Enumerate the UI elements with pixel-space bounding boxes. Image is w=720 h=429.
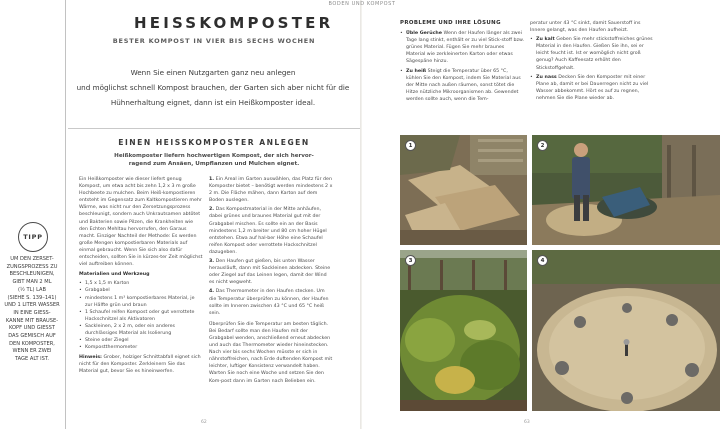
page-subtitle: BESTER KOMPOST IN VIER BIS SECHS WOCHEN (112, 37, 316, 45)
tipp-text (0, 256, 64, 364)
photo-cardboard-laid (400, 135, 527, 245)
problems-list (530, 36, 654, 102)
tipp-line: UM DEN ZERSET- (10, 256, 54, 262)
tipp-line: (½ TL) LAB (17, 286, 47, 293)
problems-column-2 (530, 20, 654, 102)
intro-line: Hühnerhaltung eignet, dann ist ein Heißkomposter ideal. (110, 98, 316, 107)
materials-item: • 1,5 x 1,5 m Karton (79, 280, 203, 287)
materials-item: • 1 Schaufel reifen Kompost oder gut verrottete Hackschnitzel als Aktivatoren (79, 309, 203, 323)
intro-line: Wenn Sie einen Nutzgarten ganz neu anlegen (130, 68, 296, 77)
body-column-2 (209, 176, 333, 387)
photo-cardboard-image (400, 135, 527, 245)
step-number: 2. (209, 207, 215, 213)
right-page (328, 0, 720, 429)
tipp-line: (SIEHE S. 139–141) (7, 294, 57, 301)
body-paragraph: Ein Heißkomposter wie dieser liefert genug Kompost, um etwa acht bis zehn 1,2 x 3 m große Hochbeete zu mulchen. Beim Heiß-kompostieren entsteht im Gegensatz zum Kaltkompostieren mehr Wärme, was nicht nur den Zersetzungsprozess beschleunigt, sondern auch Unkrautsamen abtötet und Bakterien sowie Pilzen, die Krankheiten wie den Echten Mehltau hervorrufen, den Garaus macht. Einziger Nachteil der Methode: Es werden große Mengen kompostierbaren Materials auf einmal gebraucht. Wenn Sie sich also dafür entscheiden, sollten Sie in kürzes-ter Zeit möglichst viel auftreiben können. (79, 177, 203, 268)
materials-item: • Steine oder Ziegel (79, 337, 203, 344)
problem-lead: Zu nass (536, 74, 557, 80)
problem-lead: Üble Gerüche (406, 31, 443, 37)
materials-list (79, 280, 203, 351)
step-text: Ein Areal im Garten auswählen, das Platz für den Komposter bietet – benötigt werden mindestens 2 x 2 m. Die Fläche mähen, dann Karton auf dem Boden auslegen. (209, 177, 333, 204)
tipp-line: KANNE MIT BRAUSE- (5, 317, 59, 324)
step (209, 288, 333, 316)
hint-label: Hinweis: (79, 355, 102, 361)
step (209, 176, 333, 204)
problems-column-1 (400, 20, 524, 103)
tipp-line: BESCHLEUNIGEN, (9, 271, 55, 278)
problem-item (400, 68, 524, 103)
section-divider (68, 128, 360, 129)
problem-item (530, 74, 654, 102)
tipp-line: IN EINE GIESS- (13, 309, 51, 316)
photo-number-badge: 4 (537, 255, 548, 266)
problem-text: Decken Sie den Komposter mit einer Plane ab, damit er bei Dauerregen nicht zu viel Wasser abbekommt. Hört es auf zu regnen, nehmen Sie die Plane wieder ab. (536, 74, 649, 101)
problems-heading: PROBLEME UND IHRE LÖSUNG (400, 20, 501, 26)
tipp-line: ZUNGSPROZESS ZU (6, 263, 58, 270)
step-number: 3. (209, 259, 215, 265)
photo-wheelbarrow-image (532, 135, 720, 245)
tipp-line: DEN KOMPOSTER, (9, 340, 55, 347)
photo-covered-pile (532, 250, 720, 411)
photo-green-material-image (400, 250, 527, 411)
tipp-line: WENN ER ZWEI (12, 348, 52, 355)
body-column-1 (79, 176, 203, 378)
section-subtitle-line: Heißkomposter liefern hochwertigen Kompost, der sich hervor- (114, 153, 314, 159)
step-text: Den Haufen gut gießen, bis unten Wasser herausläuft, dann mit Sackleinen abdecken. Steine oder Ziegel auf das Leinen legen, damit der Wind es nicht wegweht. (209, 259, 331, 286)
section-subtitle-line: ragend zum Ansäen, Umpflanzen und Mulchen eignet. (128, 161, 300, 167)
page-title: HEISSKOMPOSTER (134, 14, 334, 32)
problem-lead: Zu heiß (406, 68, 427, 74)
intro-text (68, 65, 358, 110)
intro-line: und möglichst schnell Kompost brauchen, der Garten sich aber nicht für die (76, 83, 350, 92)
photo-wheelbarrow (532, 135, 720, 245)
tipp-line: TAGE ALT IST. (14, 356, 50, 363)
materials-item: • Grabgabel (79, 287, 203, 294)
photo-number-badge: 2 (537, 140, 548, 151)
hint-paragraph (79, 354, 203, 375)
step (209, 258, 333, 286)
problem-item (530, 36, 654, 71)
problem-lead: Zu kalt (536, 37, 555, 43)
problem-text: Wenn der Haufen länger als zwei Tage lang stinkt, enthält er zu viel Stick-stoff bzw. grünes Material. Fügen Sie mehr braunes Material wie zerkleinerten Karton oder etwas Sägespäne hinzu. (406, 31, 524, 65)
page-number-left: 62 (201, 420, 207, 425)
margin-rule (65, 0, 66, 429)
materials-item: • mindestens 1 m³ kompostierbares Material, je zur Hälfte grün und braun (79, 295, 203, 309)
photo-number-badge: 1 (405, 140, 416, 151)
photo-green-material (400, 250, 527, 411)
tipp-badge: TIPP (18, 222, 48, 252)
photo-covered-pile-image (532, 250, 720, 411)
photo-number-badge: 3 (405, 255, 416, 266)
page-number-right: 63 (524, 420, 530, 425)
hint-text: Grober, holziger Schnittabfall eignet sich nicht für den Komposter. Zerkleinern Sie das Material gut, bevor Sie es hineinwerfen. (79, 355, 201, 375)
problem-text: Geben Sie mehr stickstoffreiches grünes Material in den Haufen. Gießen Sie ihn, sei er leicht feucht ist. Ist er womöglich nicht groß genug? Auch Kaffeesatz erhöht den Stickstoffgehalt. (536, 37, 653, 71)
section-title: EINEN HEISSKOMPOSTER ANLEGEN (118, 138, 310, 147)
section-subtitle (68, 152, 360, 168)
running-head: BODEN UND KOMPOST (328, 1, 396, 7)
step-text: Das Kompostmaterial in der Mitte anhäufen, dabei grünes und braunes Material gut mit der Grabgabel mischen. Es sollte ein an der Basis mindestens 1,2 m breiter und 80 cm hoher Hügel entstehen. Etwa auf hal-ber Höhe eine Schaufel reifen Kompost oder verrottete Hackschnitzel dazugeben. (209, 207, 327, 255)
step-number: 1. (209, 177, 215, 182)
problem-item (400, 30, 524, 65)
tipp-line: DAS GEMISCH AUF (8, 333, 56, 340)
materials-item: • Kompostthermometer (79, 344, 203, 351)
tipp-line: GIBT MAN 2 ML (12, 279, 52, 286)
tipp-line: KOPF UND GIESST (8, 325, 56, 332)
problem-continued: peratur unter 43 °C sinkt, damit Sauerstoff ins Innere gelangt, was den Haufen aufheizt. (530, 21, 641, 34)
step (209, 206, 333, 256)
step-text: Das Thermometer in den Haufen stecken. Um die Temperatur überprüfen zu können, der Haufen sollte im Inneren zwischen 43 °C und 65 °C heiß sein. (209, 289, 329, 316)
body-paragraph: Überprüfen Sie die Temperatur am besten täglich. Bei Bedarf sollte man den Haufen mit der Grabgabel wenden, anschließend erneut abdecken und auch das Thermometer wieder hineinstecken. Nach vier bis sechs Wochen müsste er sich in nährstoffreichen, nach Erde duftenden Kompost mit leichter, luftiger Konsistenz verwandelt haben. Warten Sie noch eine Woche und setzen Sie den Kom-post dann im Garten nach Belieben ein. (209, 321, 333, 384)
materials-heading: Materialien und Werkzeug (79, 272, 150, 278)
step-number: 4. (209, 289, 215, 295)
problems-list (400, 30, 524, 103)
tipp-line: UND 1 LITER WASSER (4, 302, 60, 309)
problem-text: Steigt die Temperatur über 65 °C, kühlen Sie den Kompost, indem Sie Material aus der Mitte nach außen räumen, sonst tötet die Hitze nützliche Mikroorganismen ab. Gewendet werden sollte auch, wenn die Tem- (406, 68, 521, 102)
materials-item: • Sackleinen, 2 x 2 m, oder ein anderes durchlässiges Material als Isolierung (79, 323, 203, 337)
